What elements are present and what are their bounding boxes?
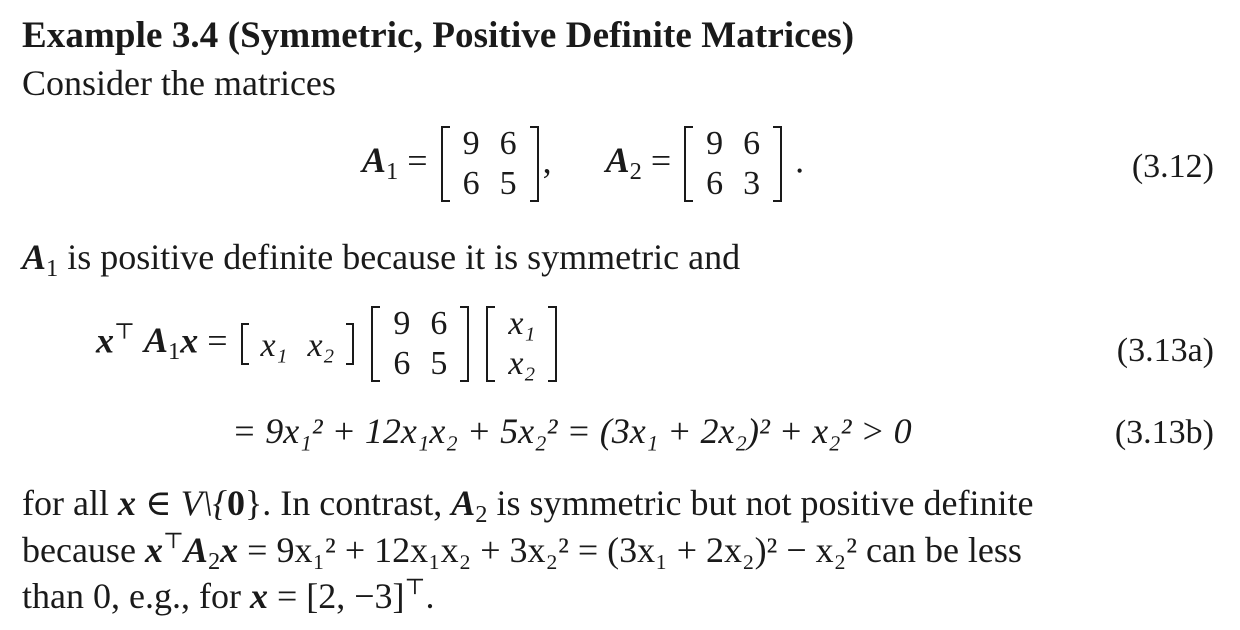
paragraph-line-3: than 0, e.g., for x = [2, −3]⊤. — [22, 574, 435, 616]
matrix-a1-symbol: $A_1$ — [362, 140, 399, 186]
matrix-a2: 9 6 6 3 — [684, 124, 782, 204]
a1-statement: $A_1$ is positive definite because it is symmetric and — [22, 237, 741, 282]
matrix-a1-product: 9 6 6 5 — [371, 304, 469, 384]
equation-3-13a: x⊤ $A_1x = x_1$ x₂ 9 6 6 5 x₁ x₂ — [96, 304, 561, 384]
paragraph-line-2: because $x^⊤A_2x = 9x_1^2 + 12x_1x_2 + 3x_2^2 = (3x_1 + 2x_2)^2 - x_2^2$ can be less — [22, 528, 1022, 575]
matrix-a2-symbol: $A_2$ — [605, 140, 642, 186]
equation-3-13b: = 9x₁² + 12x₁x₂ + 5x₂² = (3x₁ + 2x₂)² + x₂² > 0 — [232, 411, 912, 451]
equation-number-3-13b: (3.13b) — [1114, 414, 1214, 451]
row-vector: x₁ x₂ — [241, 323, 355, 365]
equation-number-3-12: (3.12) — [1131, 148, 1214, 185]
a1-symbol: $A_1$ — [22, 237, 59, 282]
equation-3-12: $A_1$ = 9 6 6 5 , $A_2$ = 9 6 6 3 . — [362, 125, 805, 202]
intro-text: Consider the matrices — [22, 63, 336, 103]
equation-number-3-13a: (3.13a) — [1116, 332, 1214, 369]
example-heading: Example 3.4 (Symmetric, Positive Definite Matrices) — [22, 15, 855, 56]
column-vector: x₁ x₂ — [486, 304, 557, 384]
paragraph-line-1: for all x ∈ V\{0}. In contrast, $A_2$ is symmetric but not positive definite — [22, 483, 1034, 528]
matrix-a1: 9 6 6 5 — [441, 124, 539, 204]
